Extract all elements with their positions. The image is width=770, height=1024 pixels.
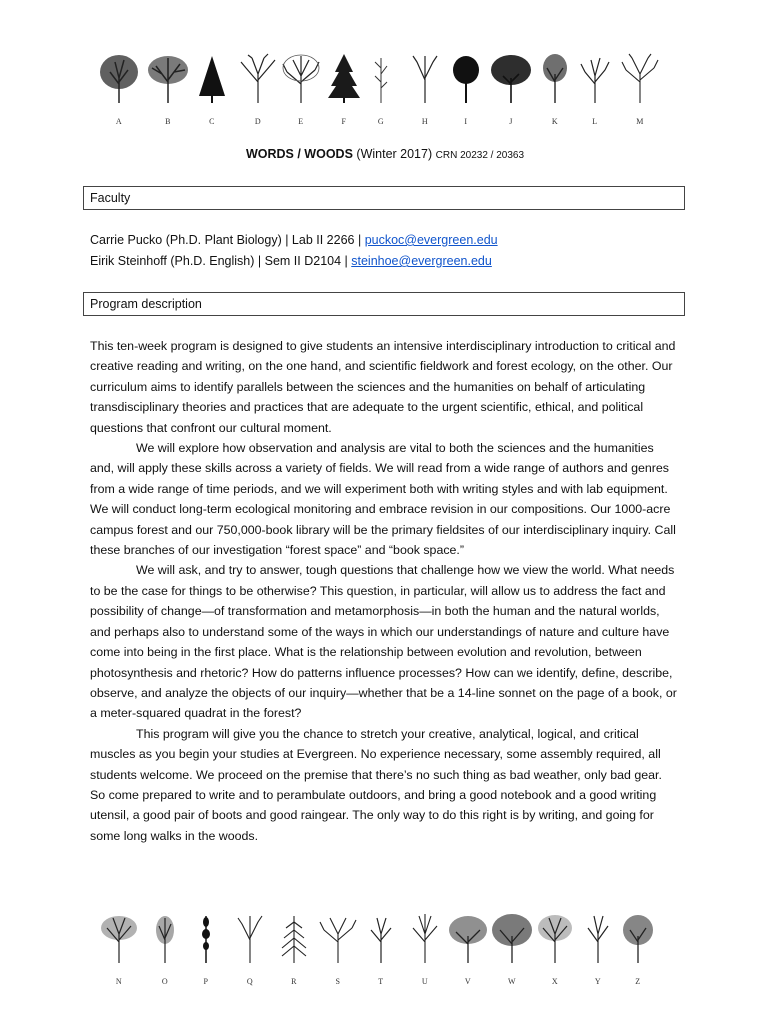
program-crn: CRN 20232 / 20363 <box>435 150 525 161</box>
tree-letter: N <box>115 977 123 986</box>
bare-tree-icon <box>236 52 280 104</box>
broadleaf-tree-icon <box>444 52 488 104</box>
tree-illustration-row-top <box>0 52 770 126</box>
broadleaf-tree-icon <box>446 912 490 964</box>
sapling-tree-icon <box>359 52 403 104</box>
tree-l-illustration <box>570 52 620 126</box>
faculty-info: Carrie Pucko (Ph.D. Plant Biology) | Lab II 2266 | <box>90 233 365 247</box>
bare-tree-icon <box>97 912 141 964</box>
bare-tree-icon <box>403 912 447 964</box>
tree-letter: O <box>161 977 169 986</box>
bare-tree-icon <box>533 912 577 964</box>
program-description-label: Program description <box>90 297 202 311</box>
tree-letter: T <box>378 977 384 986</box>
tree-j-illustration <box>486 52 536 126</box>
tree-v-illustration <box>443 912 493 986</box>
tree-letter: S <box>335 977 341 986</box>
tree-letter: I <box>464 117 468 126</box>
tree-p-illustration <box>181 912 231 986</box>
tree-letter: J <box>509 117 513 126</box>
faculty-list <box>90 230 690 272</box>
description-paragraph: This ten-week program is designed to give students an intensive interdisciplinary introduction to critical and creative reading and writing, on the one hand, and scientific fieldwork and forest ecology, on the other. Our curriculum aims to identify parallels between the sciences and the humanities on behalf of articulating transdisciplinary theories and practices that are adequate to the urgent scientific, ethical, and political questions that confront our cultural moment. <box>90 339 676 435</box>
tree-letter: H <box>421 117 429 126</box>
faculty-section-header <box>83 186 685 210</box>
bare-tree-icon <box>316 912 360 964</box>
description-paragraph: This program will give you the chance to stretch your creative, analytical, logical, and critical muscles as you begin your studies at Evergreen. No experience necessary, some assembly required, all students welcome. We proceed on the premise that there’s no such thing as bad weather, only bad gear. So come prepared to write and to perambulate outdoors, and bring a good notebook and a good writing utensil, a good pair of boots and good raingear. The only way to do this right is by writing, and going for some long walks in the woods. <box>90 726 662 843</box>
tree-letter: R <box>291 977 297 986</box>
faculty-section-label: Faculty <box>90 191 131 205</box>
tree-letter: B <box>165 117 171 126</box>
tree-letter: K <box>551 117 559 126</box>
faculty-email-link[interactable]: puckoc@evergreen.edu <box>364 233 498 247</box>
tree-letter: P <box>203 977 209 986</box>
broadleaf-tree-icon <box>616 912 660 964</box>
tree-letter: W <box>507 977 517 986</box>
conifer-tree-icon <box>272 912 316 964</box>
faculty-member-steinhoff <box>90 251 690 272</box>
tree-b-illustration <box>143 52 193 126</box>
tree-a-illustration <box>94 52 144 126</box>
broadleaf-tree-icon <box>489 52 533 104</box>
tree-letter: G <box>377 117 385 126</box>
tree-letter: D <box>254 117 262 126</box>
tree-t-illustration <box>356 912 406 986</box>
tree-n-illustration <box>94 912 144 986</box>
program-description-section-header <box>83 292 685 316</box>
faculty-email-link[interactable]: steinhoe@evergreen.edu <box>351 254 492 268</box>
tree-letter: Q <box>246 977 254 986</box>
tree-letter: L <box>592 117 598 126</box>
conifer-tree-icon <box>190 52 234 104</box>
tree-letter: E <box>298 117 304 126</box>
tree-i-illustration <box>441 52 491 126</box>
bare-tree-icon <box>359 912 403 964</box>
tree-m-illustration <box>615 52 665 126</box>
bare-tree-icon <box>228 912 272 964</box>
tree-letter: V <box>464 977 472 986</box>
broadleaf-tree-icon <box>146 52 190 104</box>
bare-tree-icon <box>618 52 662 104</box>
tree-illustration-row-bottom <box>0 912 770 986</box>
tree-letter: X <box>551 977 559 986</box>
bare-tree-icon <box>573 52 617 104</box>
description-paragraph: We will explore how observation and analysis are vital to both the sciences and the humanities and, will apply these skills across a variety of fields. We will read from a wide range of authors and genres from a wide range of time periods, and we will experiment both with writing styles and with lab equipment. We will conduct long-term ecological monitoring and embrace revision in our compositions. Our 1000-acre campus forest and our 750,000-book library will be the primary fieldsites of our interdisciplinary inquiry. Call these branches of our investigation “forest space” and “book space.” <box>90 441 676 558</box>
broadleaf-tree-icon <box>490 912 534 964</box>
tree-letter: C <box>209 117 215 126</box>
tree-letter: M <box>636 117 644 126</box>
broadleaf-tree-icon <box>97 52 141 104</box>
tree-letter: Y <box>594 977 602 986</box>
tree-letter: U <box>421 977 429 986</box>
tree-z-illustration <box>613 912 663 986</box>
tree-c-illustration <box>187 52 237 126</box>
faculty-info: Eirik Steinhoff (Ph.D. English) | Sem II D2104 | <box>90 254 352 268</box>
tree-letter: F <box>341 117 347 126</box>
faculty-member-pucko <box>90 230 690 251</box>
bare-tree-icon <box>279 52 323 104</box>
program-description-body <box>90 336 680 846</box>
tree-letter: A <box>115 117 123 126</box>
tree-letter: Z <box>635 977 641 986</box>
page-title <box>0 145 770 165</box>
description-paragraph: We will ask, and try to answer, tough questions that challenge how we view the world. What needs to be the case for things to be otherwise? This question, in particular, will allow us to address the fact and possibility of change—of transformation and metamorphosis—in both the human and the natural worlds, and perhaps also to understand some of the ways in which our understandings of nature and culture have come into being in the first place. What is the relationship between evolution and revolution, between photosynthesis and rhetoric? How do patterns influence processes? How can we identify, define, describe, observe, and analyze the objects of our inquiry—whether that be a 14-line sonnet on the page of a book, or a meter-squared quadrat in the forest? <box>90 563 677 721</box>
program-term: (Winter 2017) <box>356 147 433 161</box>
conifer-tree-icon <box>184 912 228 964</box>
tree-r-illustration <box>269 912 319 986</box>
tree-g-illustration <box>356 52 406 126</box>
tree-q-illustration <box>225 912 275 986</box>
program-name: WORDS / WOODS <box>245 147 353 161</box>
